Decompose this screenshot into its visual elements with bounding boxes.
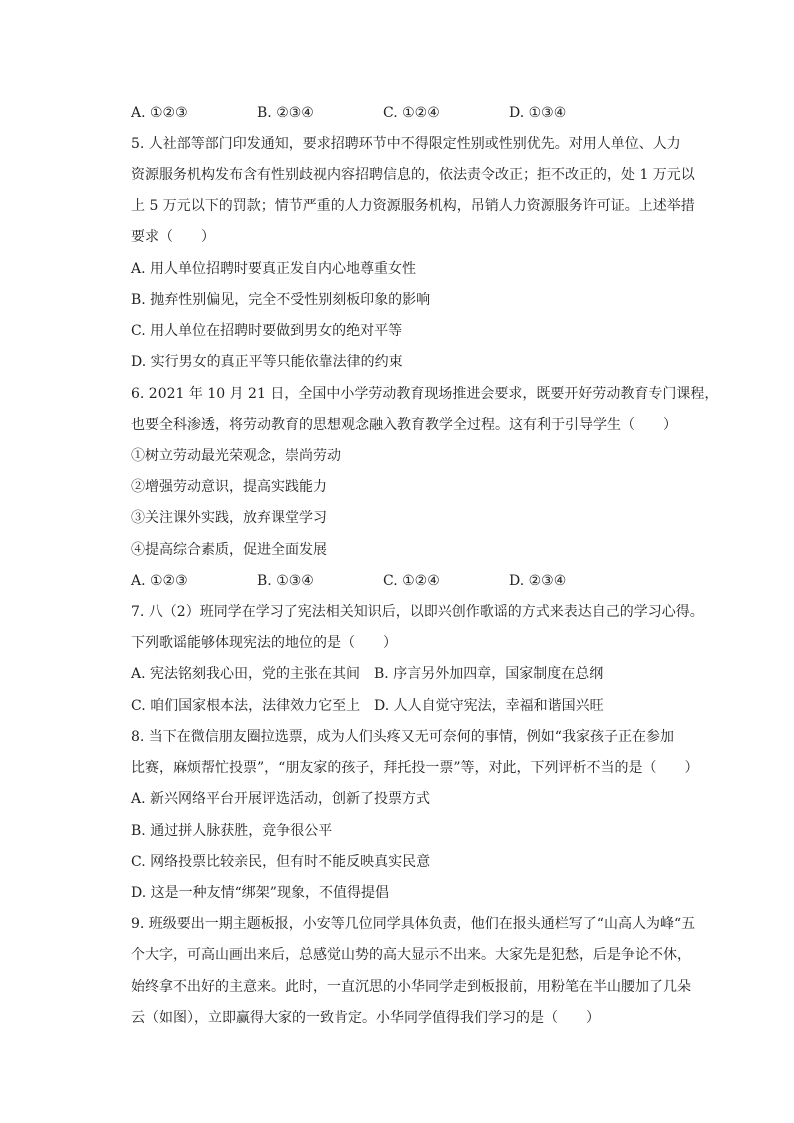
q6-option-a: A. ①②③ <box>131 573 188 589</box>
q5-stem-line: 上 5 万元以下的罚款；情节严重的人力资源服务机构，吊销人力资源服务许可证。上述举措 <box>131 198 695 214</box>
q5-stem-line: 要求（ ） <box>131 229 215 245</box>
q9-stem-line: 个大字，可高山画出来后，总感觉山势的高大显示不出来。大家先是犯愁，后是争论不休， <box>131 947 691 963</box>
q6-option-b: B. ①③④ <box>257 573 314 589</box>
q6-item-3: ③关注课外实践，放弃课堂学习 <box>131 510 327 526</box>
q9-stem-line: 云（如图），立即赢得大家的一致肯定。小华同学值得我们学习的是（ ） <box>131 1010 600 1026</box>
q7-option-d: D. 人人自觉守宪法，幸福和谐国兴旺 <box>374 698 604 714</box>
q9-stem-line: 始终拿不出好的主意来。此时，一直沉思的小华同学走到板报前，用粉笔在半山腰加了几朵 <box>131 979 691 995</box>
q8-option-d: D. 这是一种友情“绑架”现象，不值得提倡 <box>131 885 389 901</box>
q4-option-a: A. ①②③ <box>131 105 188 121</box>
q6-stem-line: 6. 2021 年 10 月 21 日，全国中小学劳动教育现场推进会要求，既要开好劳动教育专门课程， <box>131 386 719 402</box>
q4-option-b: B. ②③④ <box>257 105 314 121</box>
q8-option-a: A. 新兴网络平台开展评选活动，创新了投票方式 <box>131 791 431 807</box>
q7-stem-line: 下列歌谣能够体现宪法的地位的是（ ） <box>131 635 397 651</box>
q4-option-d: D. ①③④ <box>509 105 567 121</box>
q5-stem-line: 资源服务机构发布含有性别歧视内容招聘信息的，依法责令改正；拒不改正的，处 1 万元以 <box>131 167 695 183</box>
q8-option-b: B. 通过拼人脉获胜，竞争很公平 <box>131 823 333 839</box>
q7-option-a: A. 宪法铭刻我心田，党的主张在其间 <box>131 666 361 682</box>
q4-option-c: C. ①②④ <box>383 105 440 121</box>
q7-option-c: C. 咱们国家根本法，法律效力它至上 <box>131 698 361 714</box>
q6-item-1: ①树立劳动最光荣观念，崇尚劳动 <box>131 448 341 464</box>
q5-option-b: B. 抛弃性别偏见，完全不受性别刻板印象的影响 <box>131 292 431 308</box>
q5-option-a: A. 用人单位招聘时要真正发自内心地尊重女性 <box>131 261 417 277</box>
q8-option-c: C. 网络投票比较亲民，但有时不能反映真实民意 <box>131 854 431 870</box>
q6-stem-line: 也要全科渗透，将劳动教育的思想观念融入教育教学全过程。这有利于引导学生（ ） <box>131 417 677 433</box>
q6-option-d: D. ②③④ <box>509 573 567 589</box>
q7-option-b: B. 序言另外加四章，国家制度在总纲 <box>374 666 604 682</box>
q6-item-2: ②增强劳动意识，提高实践能力 <box>131 479 327 495</box>
q6-item-4: ④提高综合素质，促进全面发展 <box>131 542 327 558</box>
q7-stem-line: 7. 八（2）班同学在学习了宪法相关知识后，以即兴创作歌谣的方式来表达自己的学习心得。 <box>131 604 704 620</box>
q9-stem-line: 9. 班级要出一期主题板报，小安等几位同学具体负责，他们在报头通栏写了“山高人为峰“五 <box>131 916 696 932</box>
q6-option-c: C. ①②④ <box>383 573 440 589</box>
q8-stem-line: 比赛，麻烦帮忙投票”，“朋友家的孩子，拜托投一票”等，对此，下列评析不当的是（ ） <box>131 760 699 776</box>
q5-option-d: D. 实行男女的真正平等只能依靠法律的约束 <box>131 354 403 370</box>
q8-stem-line: 8. 当下在微信朋友圈拉选票，成为人们头疼又无可奈何的事情，例如“我家孩子正在参加 <box>131 729 674 745</box>
q5-stem-line: 5. 人社部等部门印发通知，要求招聘环节中不得限定性别或性别优先。对用人单位、人力 <box>131 136 681 152</box>
q5-option-c: C. 用人单位在招聘时要做到男女的绝对平等 <box>131 323 403 339</box>
